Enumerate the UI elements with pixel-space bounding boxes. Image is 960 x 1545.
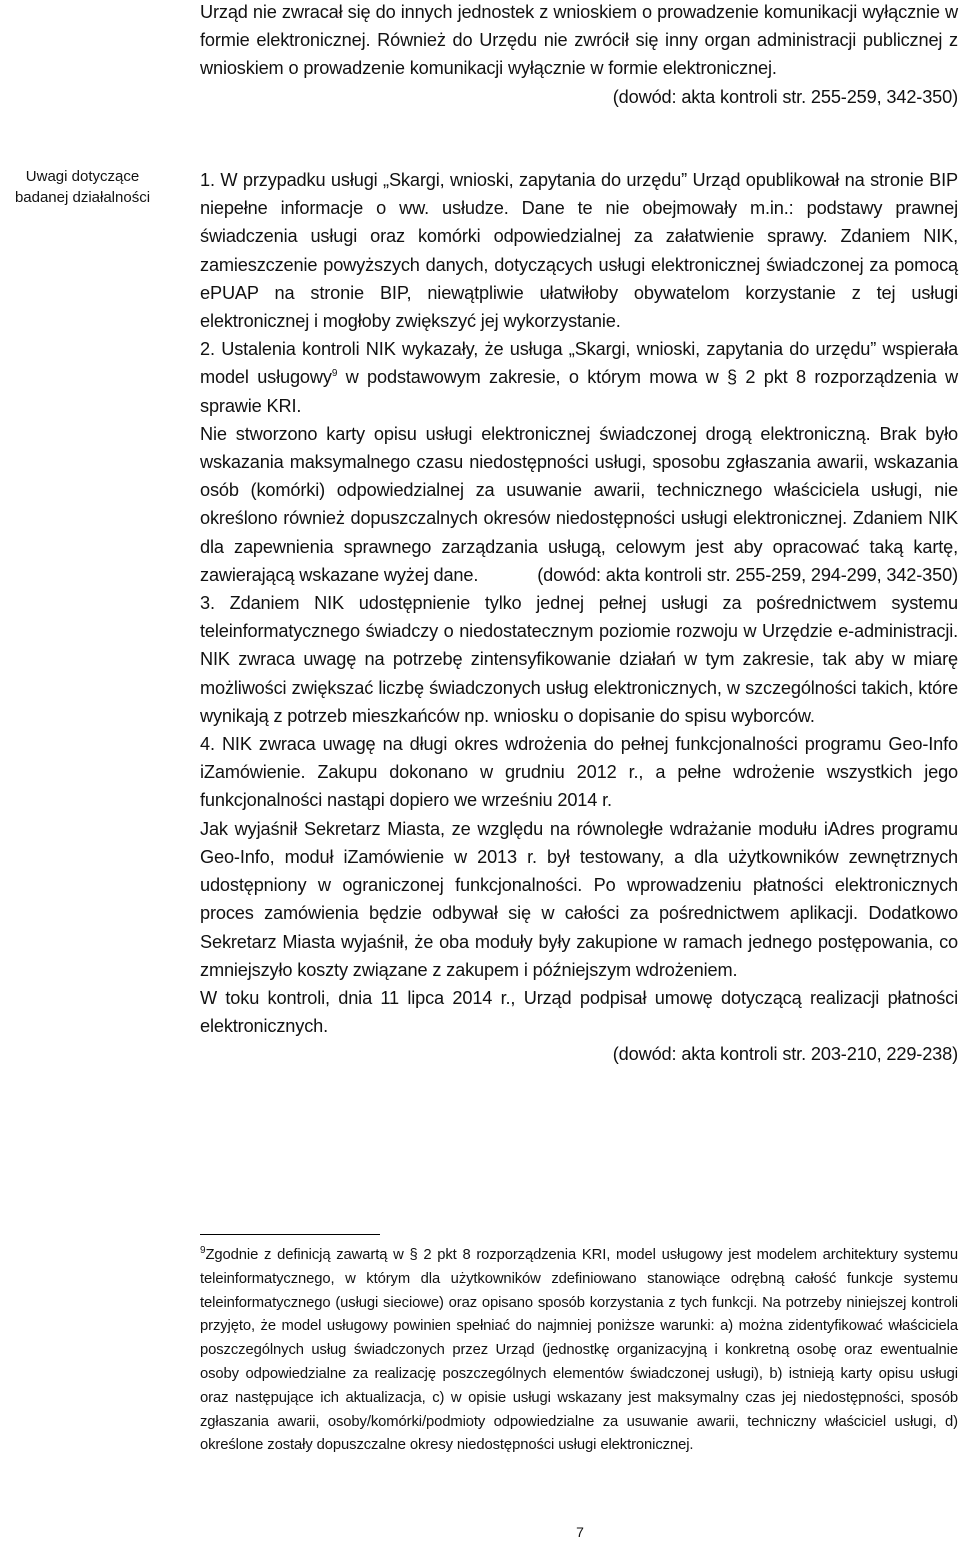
page-number: 7 — [576, 1524, 584, 1540]
point-3: 3. Zdaniem NIK udostępnienie tylko jednej pełnej usługi za pośrednictwem systemu teleinformatycznego świadczy o niedostatecznym poziomie rozwoju w Urzędzie e-administracji. NIK zwraca uwagę na potrzebę zintensyfikowanie działań w tym zakresie, tak aby w miarę możliwości zwiększać liczbę świadczonych usług elektronicznych, w szczególności takich, które wynikają z potrzeb mieszkańców np. wniosku o dopisanie do spisu wyborców. — [200, 593, 958, 726]
side-label: Uwagi dotyczące badanej działalności — [14, 168, 151, 206]
footnote-text: Zgodnie z definicją zawartą w § 2 pkt 8 rozporządzenia KRI, model usługowy jest modelem architektury systemu teleinformatycznego, w którym dla użytkowników zdefiniowano stanowiące odrębną całość funkcje systemu teleinformatycznego (usługi sieciowe) oraz opisano sposób korzystania z tych funkcji. Na potrzeby niniejszej kontroli przyjęto, że model usługowy powinien spełniać do najmniej poniższe warunki: a) można zidentyfikować właściciela poszczególnych usług świadczonych przez Urząd (jednostkę organizacyjną i konkretną osobę oraz ewentualnie osoby odpowiedzialne za realizację poszczególnych elementów świadczonej usługi), b) istnieją karty opisu usługi oraz następujące ich aktualizacja, c) w opisie usługi wskazany jest maksymalny czas jej niedostępności, sposób zgłaszania awarii, osoby/komórki/podmioty odpowiedzialne za usuwanie awarii, techniczny właściciel usługi, d) określone zostały dopuszczalne okresy niedostępności usługi elektronicznej. — [200, 1247, 958, 1454]
footnote-separator — [200, 1234, 380, 1235]
footnote — [200, 1244, 958, 1458]
footnote-mark: 9 — [200, 1245, 206, 1257]
intro-block — [200, 0, 958, 111]
findings-block — [200, 166, 958, 1069]
point-2-text-a: 2. Ustalenia kontroli NIK wykazały, że usługa „Skargi, wnioski, zapytania do urzędu” wspierała model usługowy — [200, 339, 958, 388]
point-1: 1. W przypadku usługi „Skargi, wnioski, zapytania do urzędu” Urząd opublikował na stronie BIP niepełne informacje o ww. usłudze. Dane te nie obejmowały m.in.: podstawy prawnej świadczenia usługi oraz komórki odpowiedzialnej za załatwienie sprawy. Zdaniem NIK, zamieszczenie powyższych danych, dotyczących usługi elektronicznej świadczonej za pomocą ePUAP na stronie BIP, niewątpliwie ułatwiłoby obywatelom korzystanie z tej usługi elektronicznej i mogłoby zwiększyć jej wykorzystanie. — [200, 170, 958, 332]
intro-paragraph: Urząd nie zwracał się do innych jednostek z wnioskiem o prowadzenie komunikacji wyłącznie w formie elektronicznej. Również do Urzędu nie zwrócił się inny organ administracji publicznej z wnioskiem o prowadzenie komunikacji wyłącznie w formie elektronicznej. — [200, 2, 958, 79]
point-2-text-b: w podstawowym zakresie, o którym mowa w § 2 pkt 8 rozporządzenia w sprawie KRI. — [200, 367, 959, 416]
point-2 — [200, 335, 958, 420]
point-2-source: (dowód: akta kontroli str. 255-259, 294-299, 342-350) — [537, 564, 958, 585]
footnote-ref: 9 — [331, 368, 338, 380]
point-4-explanation: Jak wyjaśnił Sekretarz Miasta, ze względu na równoległe wdrażanie modułu iAdres programu Geo-Info, moduł iZamówienie w 2013 r. był testowany, a dla użytkowników zewnętrznych udostępniony w ograniczonej funkcjonalności. Po wprowadzeniu płatności elektronicznych proces zamówienia będzie odbywał się w całości za pośrednictwem aplikacji. Dodatkowo Sekretarz Miasta wyjaśnił, że oba moduły były zakupione w ramach jednego postępowania, co zmniejszyło koszty związane z zakupem i późniejszym wdrożeniem. — [200, 818, 958, 980]
intro-source: (dowód: akta kontroli str. 255-259, 342-350) — [612, 86, 958, 107]
point-2-continuation: Nie stworzono karty opisu usługi elektronicznej świadczonej drogą elektroniczną. Brak było wskazania maksymalnego czasu niedostępności usługi, sposobu zgłaszania awarii, wskazania osób (komórki) odpowiedzialnej za usuwanie awarii, technicznego właściciela usługi, nie określono również dopuszczalnych okresów niedostępności usługi elektronicznej. Zdaniem NIK dla zapewnienia sprawnego zarządzania usługą, celowym jest aby opracować taką kartę, zawierającą wskazane wyżej dane. — [200, 423, 958, 585]
point-4-source: (dowód: akta kontroli str. 203-210, 229-238) — [612, 1044, 958, 1065]
point-4-contract: W toku kontroli, dnia 11 lipca 2014 r., Urząd podpisał umowę dotyczącą realizacji płatności elektronicznych. — [200, 987, 958, 1037]
point-4: 4. NIK zwraca uwagę na długi okres wdrożenia do pełnej funkcjonalności programu Geo-Info iZamówienie. Zakupu dokonano w grudniu 2012 r., a pełne wdrożenie wszystkich jego funkcjonalności nastąpi dopiero we wrześniu 2014 r. — [200, 734, 958, 811]
